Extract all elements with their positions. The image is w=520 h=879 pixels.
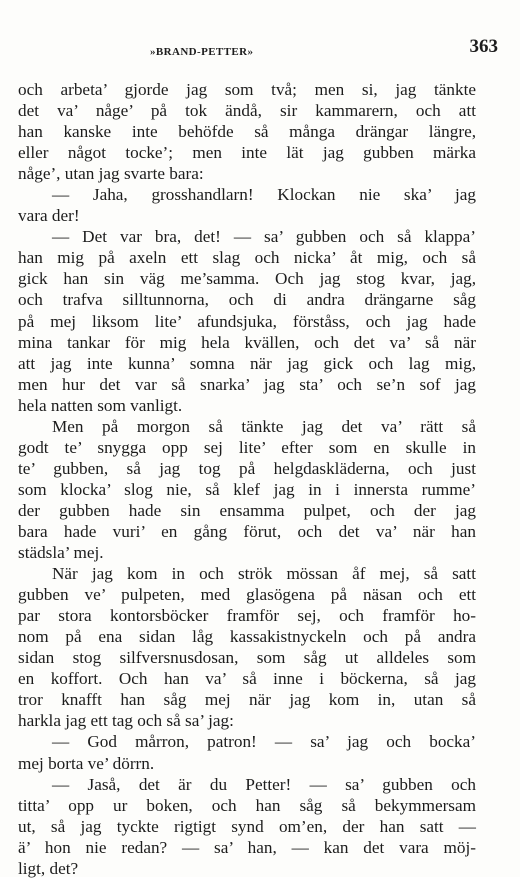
- text-line: ä’ hon nie redan? — sa’ han, — kan det vara möj-: [18, 837, 476, 857]
- text-line: godt te’ snygga opp sej lite’ efter som en skulle in: [18, 437, 476, 457]
- page-number: 363: [469, 36, 498, 57]
- text-line: gubben ve’ pulpeten, med glasögena på näsan och ett: [18, 585, 476, 605]
- text-line: vara der!: [18, 206, 80, 226]
- text-line: en koffort. Och han va’ så inne i böckerna, så jag: [18, 669, 476, 689]
- text-line: mej borta ve’ dörrn.: [18, 753, 155, 773]
- text-line: — Det var bra, det! — sa’ gubben och så klappa’: [52, 227, 476, 247]
- text-line: nom på ena sidan låg kassakistnyckeln och på andra: [18, 627, 476, 647]
- text-line: han mig på axeln ett slag och nicka’ åt mig, och så: [18, 248, 476, 268]
- text-line: Men på morgon så tänkte jag det va’ rätt så: [52, 416, 476, 436]
- text-line: det va’ någe’ på tok ändå, sir kammarern, och att: [18, 101, 476, 121]
- text-line: sidan stog silfversnusdosan, som såg ut alldeles som: [18, 648, 476, 668]
- text-line: eller något tocke’; men inte lät jag gubben märka: [18, 143, 476, 163]
- text-line: någe’, utan jag svarte bara:: [18, 164, 204, 184]
- page-header: [20, 36, 500, 66]
- text-line: på mej liksom lite’ afundsjuka, förståss, och jag hade: [18, 311, 476, 331]
- text-line: ut, så jag tyckte rigtigt synd om’en, der han satt —: [18, 816, 476, 836]
- text-line: mina tankar för mig hela kvällen, och det va’ så när: [18, 332, 476, 352]
- text-line: men hur det var så snarka’ jag sta’ och se’n sof jag: [18, 374, 476, 394]
- text-line: der gubben hade sin ensamma pulpet, och der jag: [18, 500, 476, 520]
- text-line: hela natten som vanligt.: [18, 395, 183, 415]
- text-line: tror knafft han såg mej när jag kom in, utan så: [18, 690, 476, 710]
- text-line: bara hade vuri’ en gång förut, och det va’ när han: [18, 521, 476, 541]
- text-line: När jag kom in och strök mössan åf mej, så satt: [52, 564, 476, 584]
- text-line: par stora kontorsböcker framför sej, och framför ho-: [18, 606, 476, 626]
- text-line: och trafva silltunnorna, och di andra drängarne såg: [18, 290, 476, 310]
- text-line: som klocka’ slog nie, så klef jag in i innersta rumme’: [18, 479, 476, 499]
- running-title: »BRAND-PETTER»: [150, 46, 254, 58]
- text-line: titta’ opp ur boken, och han såg så bekymmersam: [18, 795, 476, 815]
- text-line: och arbeta’ gjorde jag som två; men si, jag tänkte: [18, 80, 476, 99]
- text-line: — Jaså, det är du Petter! — sa’ gubben och: [52, 774, 476, 794]
- text-line: — Jaha, grosshandlarn! Klockan nie ska’ jag: [52, 185, 476, 205]
- text-line: han kanske inte behöfde så många drängar längre,: [18, 122, 476, 142]
- text-line: städsla’ mej.: [18, 543, 104, 563]
- body-text: [18, 79, 476, 879]
- text-line: ligt, det?: [18, 858, 79, 878]
- text-line: att jag inte kunna’ somna när jag gick och lag mig,: [18, 353, 476, 373]
- text-line: — God mårron, patron! — sa’ jag och bocka’: [52, 732, 476, 752]
- text-line: te’ gubben, så jag tog på helgdaskläderna, och just: [18, 458, 476, 478]
- text-line: gick han sin väg me’samma. Och jag stog kvar, jag,: [18, 269, 476, 289]
- text-line: harkla jag ett tag och så sa’ jag:: [18, 711, 234, 731]
